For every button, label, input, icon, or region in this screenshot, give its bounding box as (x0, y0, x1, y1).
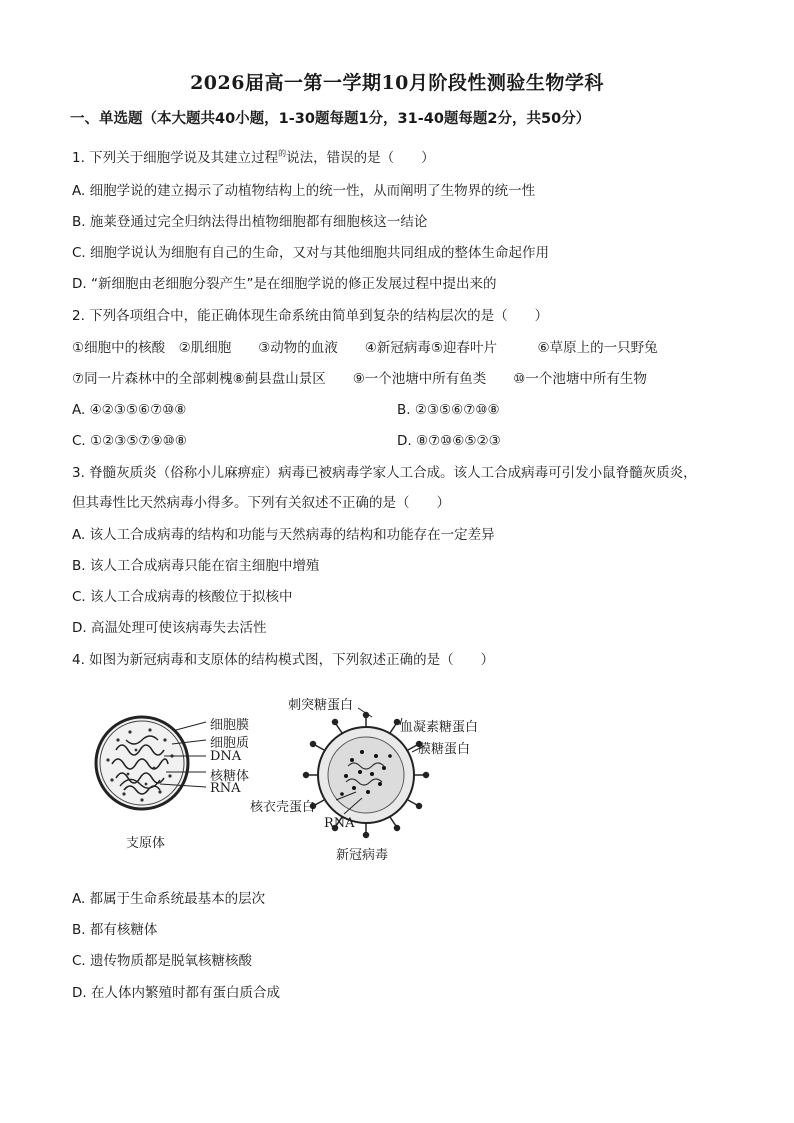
q3-option-a: A. 该人工合成病毒的结构和功能与天然病毒的结构和功能存在一定差异 (72, 527, 495, 543)
virus-label-rna: RNA (324, 816, 355, 831)
q4-figure (90, 690, 520, 870)
exam-title: 2026届高一第一学期10月阶段性测验生物学科 (190, 72, 604, 94)
q1-stem-sup: 的 (278, 149, 287, 158)
q2-option-d: D. ⑧⑦⑩⑥⑤②③ (397, 433, 501, 449)
q4-option-d: D. 在人体内繁殖时都有蛋白质合成 (72, 985, 280, 1001)
q3-stem-line2: 但其毒性比天然病毒小得多。下列有关叙述不正确的是（ ） (72, 495, 450, 511)
virus-label-hemagglutinin: 血凝素糖蛋白 (400, 720, 479, 735)
q2-option-c: C. ①②③⑤⑦⑨⑩⑧ (72, 433, 187, 449)
q4-option-a: A. 都属于生命系统最基本的层次 (72, 891, 266, 907)
mycoplasma-drawing (96, 717, 206, 809)
q2-stem: 2. 下列各项组合中，能正确体现生命系统由简单到复杂的结构层次的是（ ） (72, 308, 549, 324)
q1-option-b: B. 施莱登通过完全归纳法得出植物细胞都有细胞核这一结论 (72, 214, 428, 230)
q1-stem (72, 148, 435, 170)
virus-label-membrane: 膜糖蛋白 (418, 742, 471, 757)
q3-option-c: C. 该人工合成病毒的核酸位于拟核中 (72, 589, 293, 605)
mycoplasma-label-rna: RNA (210, 781, 241, 796)
q3-option-b: B. 该人工合成病毒只能在宿主细胞中增殖 (72, 558, 320, 574)
q2-items-line2: ⑦同一片森林中的全部刺槐⑧蓟县盘山景区 ⑨一个池塘中所有鱼类 ⑩一个池塘中所有生物 (72, 371, 647, 387)
q2-option-a: A. ④②③⑤⑥⑦⑩⑧ (72, 402, 187, 418)
mycoplasma-label-cytoplasm: 细胞质 (210, 736, 250, 751)
mycoplasma-caption: 支原体 (126, 836, 166, 851)
q4-option-b: B. 都有核糖体 (72, 922, 158, 938)
q4-stem: 4. 如图为新冠病毒和支原体的结构模式图，下列叙述正确的是（ ） (72, 652, 495, 668)
q2-option-b: B. ②③⑤⑥⑦⑩⑧ (397, 402, 500, 418)
q2-items-line1: ①细胞中的核酸 ②肌细胞 ③动物的血液 ④新冠病毒⑤迎春叶片 ⑥草原上的一只野兔 (72, 340, 658, 356)
virus-label-nucleocapsid: 核衣壳蛋白 (250, 800, 316, 815)
mycoplasma-label-membrane: 细胞膜 (210, 718, 250, 733)
virus-caption: 新冠病毒 (336, 848, 389, 863)
q4-option-c: C. 遗传物质都是脱氧核糖核酸 (72, 953, 253, 969)
q1-option-a: A. 细胞学说的建立揭示了动植物结构上的统一性，从而阐明了生物界的统一性 (72, 183, 536, 199)
virus-label-spike: 刺突糖蛋白 (288, 698, 354, 713)
q1-stem-a: 1. 下列关于细胞学说及其建立过程 (72, 150, 279, 166)
q1-option-c: C. 细胞学说认为细胞有自己的生命，又对与其他细胞共同组成的整体生命起作用 (72, 245, 550, 261)
q1-option-d: D. “新细胞由老细胞分裂产生”是在细胞学说的修正发展过程中提出来的 (72, 276, 497, 292)
q1-stem-b: 说法，错误的是（ ） (286, 150, 435, 166)
mycoplasma-label-ribosome: 核糖体 (210, 769, 250, 784)
mycoplasma-label-dna: DNA (210, 749, 242, 764)
q3-stem-line1: 3. 脊髓灰质炎（俗称小儿麻痹症）病毒已被病毒学家人工合成。该人工合成病毒可引发小鼠脊髓灰质炎， (72, 465, 697, 481)
section-heading: 一、单选题（本大题共40小题，1-30题每题1分，31-40题每题2分，共50分） (70, 111, 591, 127)
q3-option-d: D. 高温处理可使该病毒失去活性 (72, 620, 267, 636)
